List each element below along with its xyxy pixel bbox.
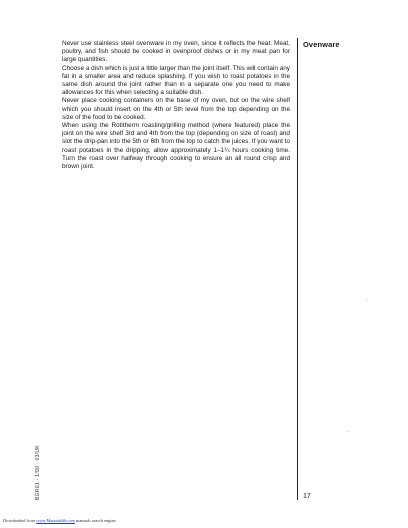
paragraph-dish-size: Choose a dish which is just a little larger than the joint itself. This will contain any fat in a smaller area and reduce splashing. If you wish to roast potatoes in the same dish around the joint rather than in a separate one you need to make allowances for this when selecting a suitable dish. (62, 64, 290, 97)
download-footer (3, 518, 116, 523)
paragraph-container-placement: Never place cooking containers on the base of my oven, but on the wire shelf which you should insert on the 4th or 5th level from the top depending on the size of the food to be cooked. (62, 97, 290, 121)
document-code: BGR01 - 1/90 · 03/UK (35, 445, 41, 500)
page-number: 17 (303, 493, 311, 500)
footer-link[interactable]: www.Manualslib.com (36, 518, 75, 523)
footer-suffix: manuals search engine (76, 518, 116, 523)
paragraph-stainless-steel: Never use stainless steel ovenware in my oven, since it reflects the heat. Meat, poultry, and fish should be cooked in ovenproof dishes or in my meat pan for large quantities. (62, 40, 290, 64)
body-text (62, 40, 290, 171)
column-divider (297, 38, 298, 500)
section-title: Ovenware (303, 40, 340, 49)
paragraph-rotitherm: When using the Rotitherm roasting/grilling method (where featured) place the joint on the wire shelf 3rd and 4th from the top (depending on size of roast) and slot the drip-pan into the 5th or 6th from the top to catch the juices. If you want to roast potatoes in the dripping, allow approximately 1–1¼ hours cooking time. Turn the roast over halfway through cooking to ensure an all round crisp and brown joint. (62, 122, 290, 171)
scan-speck (348, 431, 349, 432)
scan-speck (366, 300, 367, 301)
footer-prefix: Downloaded from (3, 518, 36, 523)
